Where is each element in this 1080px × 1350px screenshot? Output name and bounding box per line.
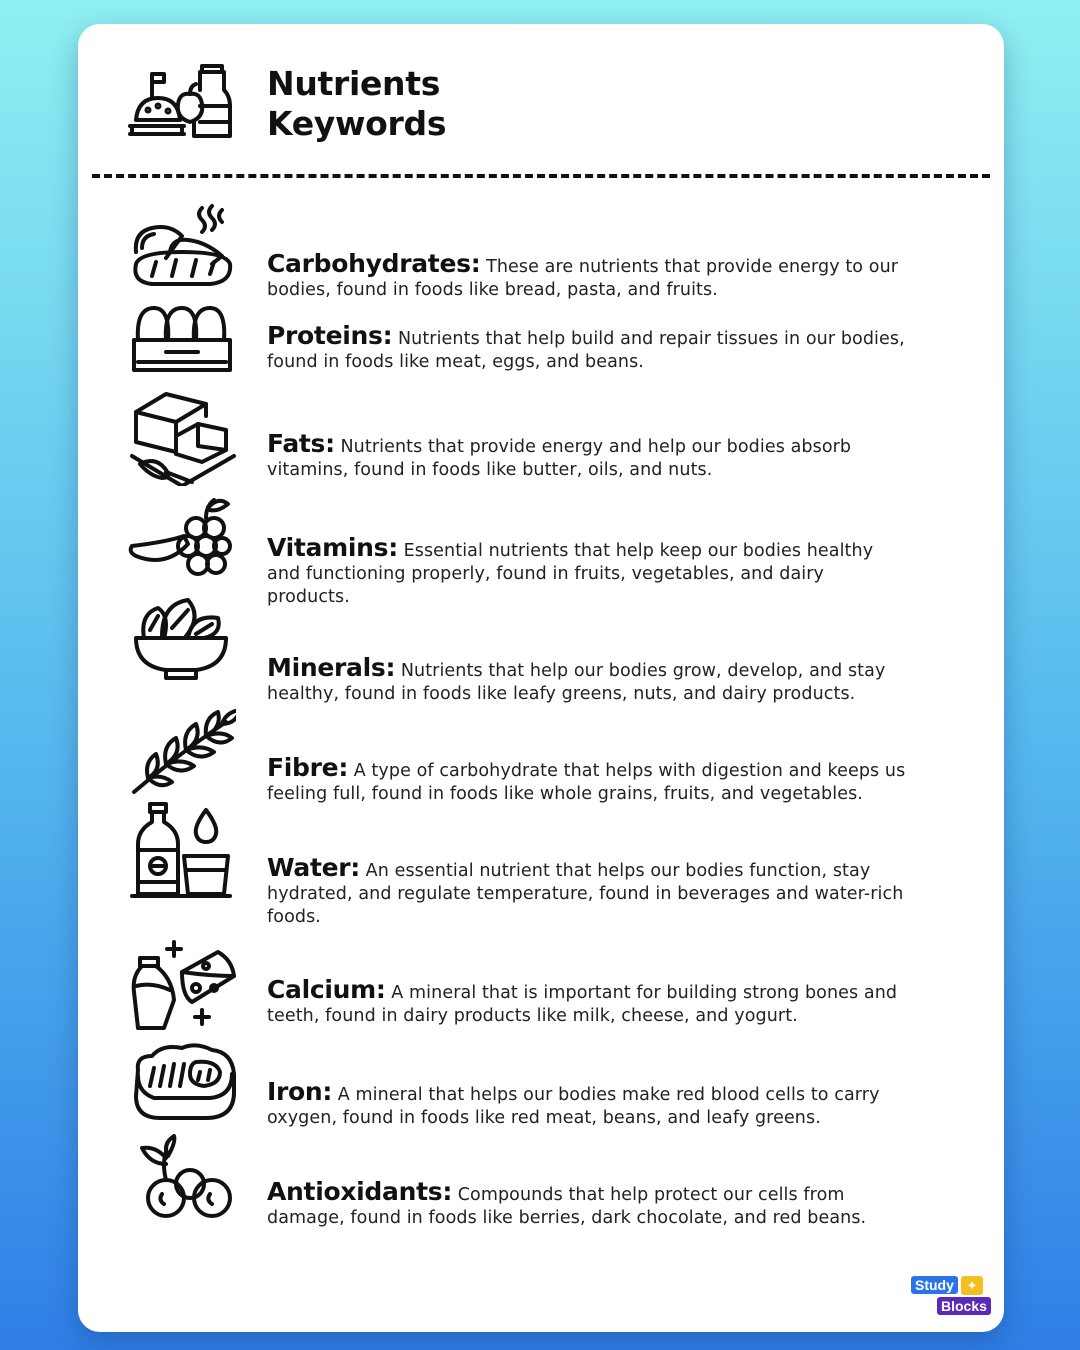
keyword-term: Fibre: — [267, 753, 349, 782]
logo-spark-icon: ✦ — [961, 1276, 983, 1295]
keyword-text — [267, 975, 907, 1028]
keyword-desc: A type of carbohydrate that helps with digestion and keeps us feeling full, found in foods like whole grains, fruits, and vegetables. — [267, 761, 906, 804]
wheat-icon — [126, 706, 236, 796]
water-bottle-icon — [126, 800, 236, 900]
keyword-text — [267, 249, 907, 302]
keyword-term: Iron: — [267, 1077, 333, 1106]
keyword-text — [267, 853, 907, 929]
keyword-term: Vitamins: — [267, 533, 398, 562]
groceries-icon — [126, 60, 236, 142]
keyword-text — [267, 1077, 907, 1130]
logo-line-1: Study — [911, 1276, 958, 1294]
worksheet-card — [78, 24, 1004, 1332]
keyword-desc: These are nutrients that provide energy to our bodies, found in foods like bread, pasta, and fruits. — [267, 257, 899, 300]
keyword-desc: A mineral that helps our bodies make red blood cells to carry oxygen, found in foods like red meat, beans, and leafy greens. — [267, 1085, 880, 1128]
page-title — [267, 64, 446, 144]
keyword-text — [267, 653, 907, 706]
keyword-desc: Nutrients that help build and repair tissues in our bodies, found in foods like meat, eggs, and beans. — [267, 329, 905, 372]
keyword-term: Carbohydrates: — [267, 249, 481, 278]
title-line-2: Keywords — [267, 104, 447, 143]
keyword-term: Calcium: — [267, 975, 386, 1004]
keyword-term: Proteins: — [267, 321, 393, 350]
keyword-term: Fats: — [267, 429, 335, 458]
bread-icon — [126, 202, 236, 292]
keyword-text — [267, 1177, 907, 1230]
keyword-desc: Nutrients that provide energy and help our bodies absorb vitamins, found in foods like butter, oils, and nuts. — [267, 437, 852, 480]
berries-icon — [126, 1134, 236, 1224]
keyword-text — [267, 321, 907, 374]
study-blocks-logo — [911, 1276, 991, 1318]
salad-bowl-icon — [126, 590, 236, 680]
keyword-term: Minerals: — [267, 653, 396, 682]
dashed-divider — [92, 174, 990, 178]
keyword-desc: A mineral that is important for building strong bones and teeth, found in dairy products like milk, cheese, and yogurt. — [267, 983, 898, 1026]
fruit-icon — [126, 492, 236, 582]
keyword-text — [267, 753, 907, 806]
steak-icon — [126, 1040, 236, 1130]
title-line-1: Nutrients — [267, 64, 441, 103]
keyword-term: Antioxidants: — [267, 1177, 453, 1206]
keyword-desc: Essential nutrients that help keep our bodies healthy and functioning properly, found in fruits, vegetables, and dairy products. — [267, 541, 874, 607]
keyword-text — [267, 533, 907, 609]
butter-icon — [126, 386, 236, 486]
keyword-desc: An essential nutrient that helps our bodies function, stay hydrated, and regulate temperature, found in beverages and water-rich foods. — [267, 861, 904, 927]
logo-line-2: Blocks — [937, 1297, 991, 1315]
eggs-icon — [126, 296, 236, 386]
keyword-text — [267, 429, 907, 482]
keyword-term: Water: — [267, 853, 360, 882]
milk-cheese-icon — [126, 936, 236, 1036]
keyword-desc: Nutrients that help our bodies grow, develop, and stay healthy, found in foods like leafy greens, nuts, and dairy products. — [267, 661, 886, 704]
keyword-desc: Compounds that help protect our cells from damage, found in foods like berries, dark chocolate, and red beans. — [267, 1185, 867, 1228]
